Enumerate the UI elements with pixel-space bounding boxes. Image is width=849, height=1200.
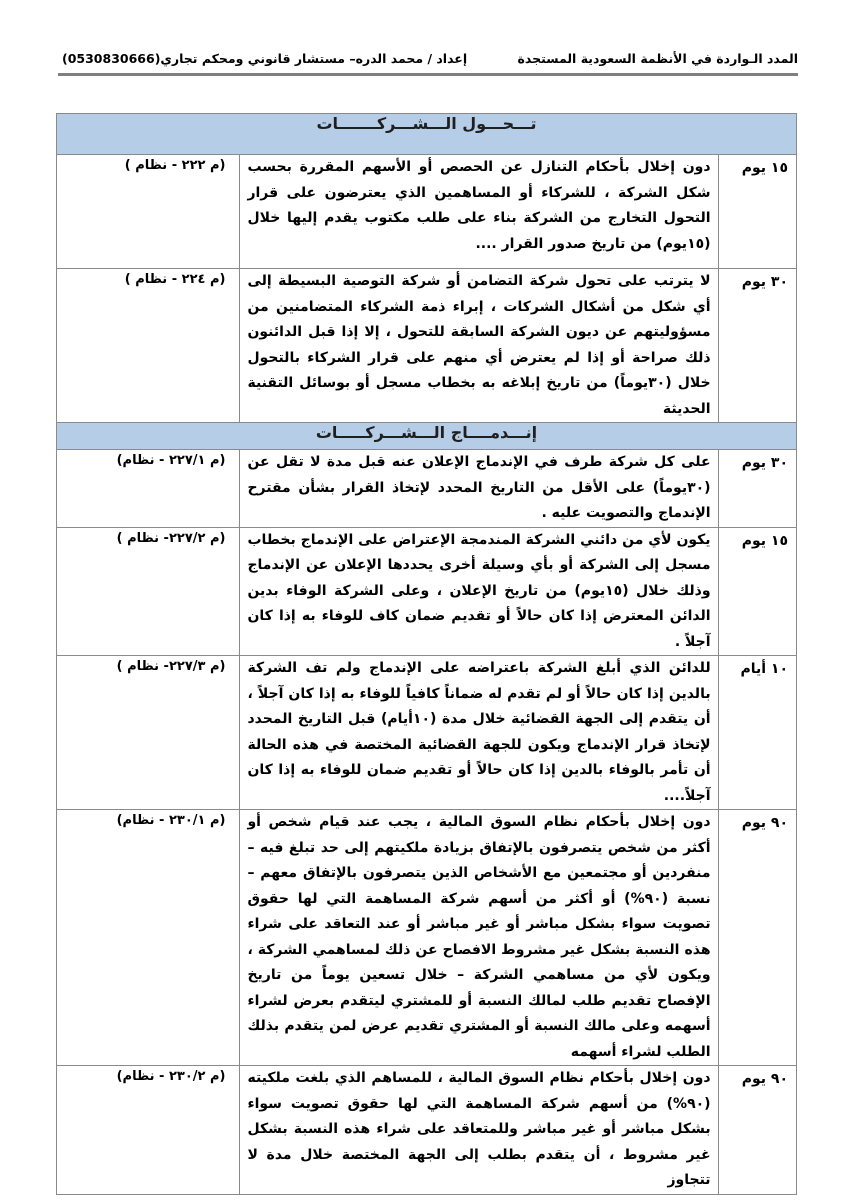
article-reference: (م ٢٢٧/١ - نظام) — [57, 450, 240, 528]
header-author: إعداد / محمد الدره– مستشار قانوني ومحكم تجاري(0530830666) — [62, 51, 468, 66]
table-row — [57, 656, 797, 810]
provision-text: لا يترتب على تحول شركة التضامن أو شركة التوصية البسيطة إلى أي شكل من أشكال الشركات ، إبراء ذمة الشركاء المتضامنين من مسؤوليتهم عن ديون الشركة السابقة للتحول ، إلا إذا قبل الدائنون ذلك صراحة أو إذا لم يعترض أي منهم على قرار الشركاء بالتحول خلال (٣٠يوماً) من تاريخ إبلاغه به بخطاب مسجل أو بوسائل التقنية الحديثة — [240, 269, 718, 423]
table-row — [57, 155, 797, 269]
period-cell: ١٠ أيام — [718, 656, 796, 810]
section-title: إنـــدمــــاج الـــشـــركـــــات — [57, 423, 797, 450]
provision-text: دون إخلال بأحكام نظام السوق المالية ، للمساهم الذي بلغت ملكيته (٩٠%) من أسهم شركة المساهمة التي لها حقوق تصويت سواء بشكل مباشر أو غير مباشر وللمتعاقد على شراء هذه النسبة بشكل غير مشروط ، أن يتقدم بطلب إلى الجهة المختصة خلال مدة لا تتجاوز — [240, 1066, 718, 1195]
article-reference: (م ٢٢٧/٢- نظام ) — [57, 527, 240, 656]
article-reference: (م ٢٣٠/١ - نظام) — [57, 810, 240, 1066]
provision-text: يكون لأي من دائني الشركة المندمجة الإعتراض على الإندماج بخطاب مسجل إلى الشركة أو بأي وسيلة أخرى يحددها الإعلان عن الإندماج وذلك خلال (١٥يوم) من تاريخ الإعلان ، وعلى الشركة الوفاء بدين الدائن المعترض إذا كان حالاً أو تقديم ضمان كاف للوفاء به إذا كان آجلاً . — [240, 527, 718, 656]
period-cell: ٣٠ يوم — [718, 269, 796, 423]
header-title: المدد الـواردة في الأنظمة السعودية المستجدة — [517, 51, 798, 66]
article-reference: (م ٢٣٠/٢ - نظام) — [57, 1066, 240, 1195]
period-cell: ٣٠ يوم — [718, 450, 796, 528]
article-reference: (م ٢٢٢ - نظام ) — [57, 155, 240, 269]
table-row — [57, 810, 797, 1066]
section-title: تـــحـــول الـــشـــركـــــــات — [57, 114, 797, 155]
section-header-company-merger — [57, 423, 797, 450]
table-row — [57, 527, 797, 656]
table-row — [57, 450, 797, 528]
article-reference: (م ٢٢٧/٣- نظام ) — [57, 656, 240, 810]
provision-text: دون إخلال بأحكام نظام السوق المالية ، يجب عند قيام شخص أو أكثر من شخص يتصرفون بالإتفاق بزيادة ملكيتهم إلى حد تبلغ فيه – منفردين أو مجتمعين مع الأشخاص الذين يتصرفون بالإتفاق معهم – نسبة (٩٠%) أو أكثر من أسهم شركة المساهمة التي لها حقوق تصويت سواء بشكل مباشر أو غير مباشر أو عند التعاقد على شراء هذه النسبة بشكل غير مشروط الافصاح عن ذلك لمساهمي الشركة ، ويكون لأي من مساهمي الشركة – خلال تسعين يوماً من تاريخ الإفصاح تقديم طلب لمالك النسبة أو للمشتري ليتقدم بعرض لشراء أسهمه وعلى مالك النسبة أو المشتري تقديم عرض لمن يتقدم بذلك الطلب لشراء أسهمه — [240, 810, 718, 1066]
provision-text: دون إخلال بأحكام التنازل عن الحصص أو الأسهم المقررة بحسب شكل الشركة ، للشركاء أو المساهمين الذي يعترضون على قرار التحول التخارج من الشركة بناء على طلب مكتوب يقدم إليها خلال (١٥يوم) من تاريخ صدور القرار .... — [240, 155, 718, 269]
period-cell: ٩٠ يوم — [718, 810, 796, 1066]
period-cell: ٩٠ يوم — [718, 1066, 796, 1195]
page-header — [62, 47, 798, 71]
deadlines-table — [56, 113, 797, 1195]
period-cell: ١٥ يوم — [718, 527, 796, 656]
table-row — [57, 1066, 797, 1195]
provision-text: على كل شركة طرف في الإندماج الإعلان عنه قبل مدة لا تقل عن (٣٠يوماً) على الأقل من التاريخ المحدد لإتخاذ القرار بشأن مقترح الإندماج والتصويت عليه . — [240, 450, 718, 528]
article-reference: (م ٢٢٤ - نظام ) — [57, 269, 240, 423]
table-row — [57, 269, 797, 423]
header-divider — [58, 73, 798, 76]
section-header-company-conversion — [57, 114, 797, 155]
period-cell: ١٥ يوم — [718, 155, 796, 269]
provision-text: للدائن الذي أبلغ الشركة باعتراضه على الإندماج ولم تف الشركة بالدين إذا كان حالاً أو لم تقدم له ضماناً كافياً للوفاء به إذا كان آجلاً ، أن يتقدم إلى الجهة القضائية خلال مدة (١٠أيام) قبل التاريخ المحدد لإتخاذ قرار الإندماج ويكون للجهة القضائية المختصة في هذه الحالة أن تأمر بالوفاء بالدين إذا كان حالاً أو تقديم ضمان للوفاء به إذا كان آجلاً.... — [240, 656, 718, 810]
